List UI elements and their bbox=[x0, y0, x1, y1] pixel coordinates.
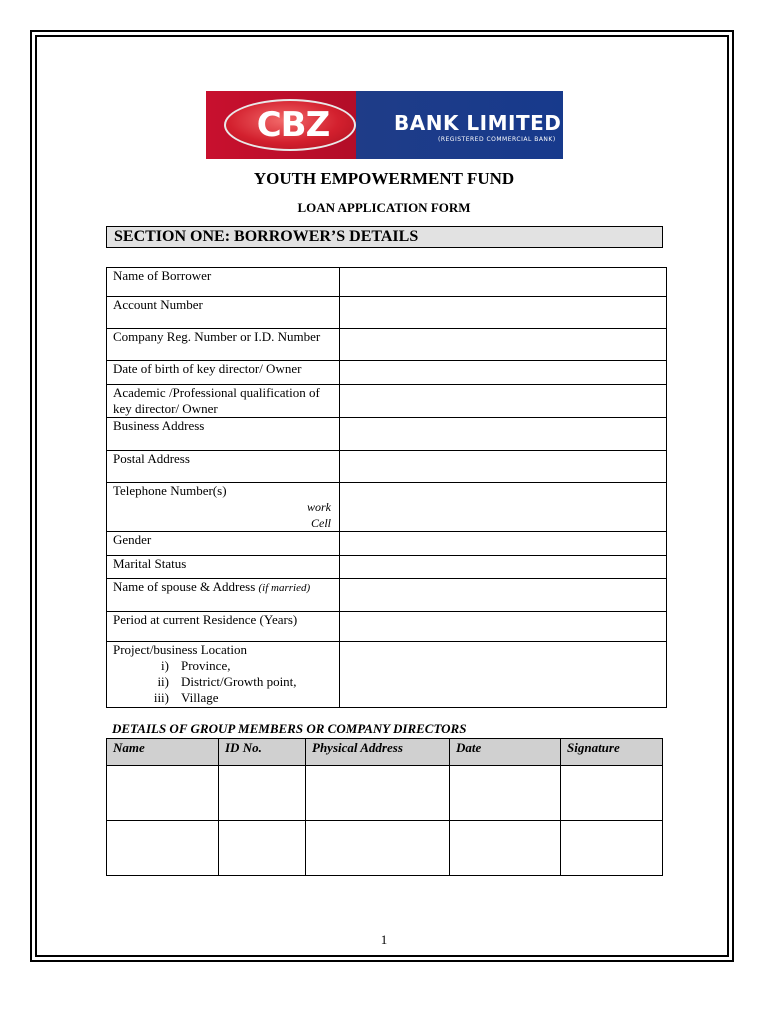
label-business-address: Business Address bbox=[113, 418, 205, 433]
page-number: 1 bbox=[380, 932, 388, 947]
borrower-details-table bbox=[106, 267, 667, 708]
section-one-heading: SECTION ONE: BORROWER’S DETAILS bbox=[106, 226, 663, 248]
member-date-cell[interactable] bbox=[450, 766, 561, 821]
field-label bbox=[107, 385, 340, 418]
list-text: Village bbox=[181, 690, 219, 705]
logo-bank-name: BANK LIMITED bbox=[394, 111, 562, 135]
member-date-cell[interactable] bbox=[450, 821, 561, 876]
logo-subtitle: (REGISTERED COMMERCIAL BANK) bbox=[438, 136, 556, 143]
project-location-field[interactable] bbox=[340, 642, 667, 708]
account-number-field[interactable] bbox=[340, 297, 667, 329]
field-label bbox=[107, 612, 340, 642]
label-spouse: Name of spouse & Address bbox=[113, 579, 256, 594]
label-account-number: Account Number bbox=[113, 297, 203, 312]
marital-status-field[interactable] bbox=[340, 556, 667, 579]
list-item bbox=[113, 674, 333, 690]
members-section-heading: DETAILS OF GROUP MEMBERS OR COMPANY DIRECTORS bbox=[112, 721, 467, 736]
member-address-cell[interactable] bbox=[306, 766, 450, 821]
qualification-field[interactable] bbox=[340, 385, 667, 418]
label-date-of-birth: Date of birth of key director/ Owner bbox=[113, 361, 302, 376]
field-label bbox=[107, 556, 340, 579]
field-label bbox=[107, 297, 340, 329]
members-table bbox=[106, 738, 663, 876]
member-address-cell[interactable] bbox=[306, 821, 450, 876]
gender-field[interactable] bbox=[340, 532, 667, 556]
label-cell: Cell bbox=[311, 516, 331, 530]
field-label bbox=[107, 642, 340, 708]
label-name-of-borrower: Name of Borrower bbox=[113, 268, 212, 283]
label-postal-address: Postal Address bbox=[113, 451, 190, 466]
table-row bbox=[107, 532, 667, 556]
label-qualification: Academic /Professional qualification of key director/ Owner bbox=[113, 385, 320, 416]
cbz-bank-logo bbox=[206, 91, 563, 159]
member-name-cell[interactable] bbox=[107, 766, 219, 821]
table-row bbox=[107, 297, 667, 329]
table-row bbox=[107, 766, 663, 821]
field-label bbox=[107, 483, 340, 532]
period-at-residence-field[interactable] bbox=[340, 612, 667, 642]
table-row bbox=[107, 385, 667, 418]
column-header-id: ID No. bbox=[219, 739, 306, 766]
company-reg-number-field[interactable] bbox=[340, 329, 667, 361]
column-header-date: Date bbox=[450, 739, 561, 766]
label-period-at-residence: Period at current Residence (Years) bbox=[113, 612, 298, 627]
table-row bbox=[107, 418, 667, 451]
member-id-cell[interactable] bbox=[219, 766, 306, 821]
table-row bbox=[107, 483, 667, 532]
list-number: i) bbox=[161, 658, 169, 673]
label-gender: Gender bbox=[113, 532, 152, 547]
telephone-numbers-field[interactable] bbox=[340, 483, 667, 532]
field-label bbox=[107, 451, 340, 483]
form-title: YOUTH EMPOWERMENT FUND bbox=[253, 169, 515, 188]
table-row bbox=[107, 642, 667, 708]
label-work: work bbox=[307, 500, 331, 514]
location-list bbox=[113, 658, 333, 706]
table-header-row bbox=[107, 739, 663, 766]
member-signature-cell[interactable] bbox=[561, 821, 663, 876]
list-text: District/Growth point, bbox=[181, 674, 297, 689]
field-label bbox=[107, 532, 340, 556]
list-number: ii) bbox=[157, 674, 169, 689]
logo-brand: CBZ bbox=[256, 105, 330, 145]
spouse-field[interactable] bbox=[340, 579, 667, 612]
table-row bbox=[107, 268, 667, 297]
list-text: Province, bbox=[181, 658, 231, 673]
member-name-cell[interactable] bbox=[107, 821, 219, 876]
list-item bbox=[113, 658, 333, 674]
member-signature-cell[interactable] bbox=[561, 766, 663, 821]
field-label bbox=[107, 579, 340, 612]
label-company-reg-number: Company Reg. Number or I.D. Number bbox=[113, 329, 321, 344]
list-number: iii) bbox=[153, 690, 169, 705]
business-address-field[interactable] bbox=[340, 418, 667, 451]
table-row bbox=[107, 329, 667, 361]
table-row bbox=[107, 361, 667, 385]
field-label bbox=[107, 268, 340, 297]
field-label bbox=[107, 329, 340, 361]
list-item bbox=[113, 690, 333, 706]
postal-address-field[interactable] bbox=[340, 451, 667, 483]
column-header-address: Physical Address bbox=[306, 739, 450, 766]
form-subtitle: LOAN APPLICATION FORM bbox=[297, 200, 471, 215]
column-header-signature: Signature bbox=[561, 739, 663, 766]
label-project-location: Project/business Location bbox=[113, 642, 247, 657]
label-if-married: (if married) bbox=[258, 582, 311, 594]
table-row bbox=[107, 451, 667, 483]
name-of-borrower-field[interactable] bbox=[340, 268, 667, 297]
column-header-name: Name bbox=[107, 739, 219, 766]
label-marital-status: Marital Status bbox=[113, 556, 187, 571]
table-row bbox=[107, 556, 667, 579]
table-row bbox=[107, 579, 667, 612]
member-id-cell[interactable] bbox=[219, 821, 306, 876]
table-row bbox=[107, 821, 663, 876]
date-of-birth-field[interactable] bbox=[340, 361, 667, 385]
field-label bbox=[107, 418, 340, 451]
label-telephone-numbers: Telephone Number(s) bbox=[113, 483, 227, 498]
field-label bbox=[107, 361, 340, 385]
table-row bbox=[107, 612, 667, 642]
